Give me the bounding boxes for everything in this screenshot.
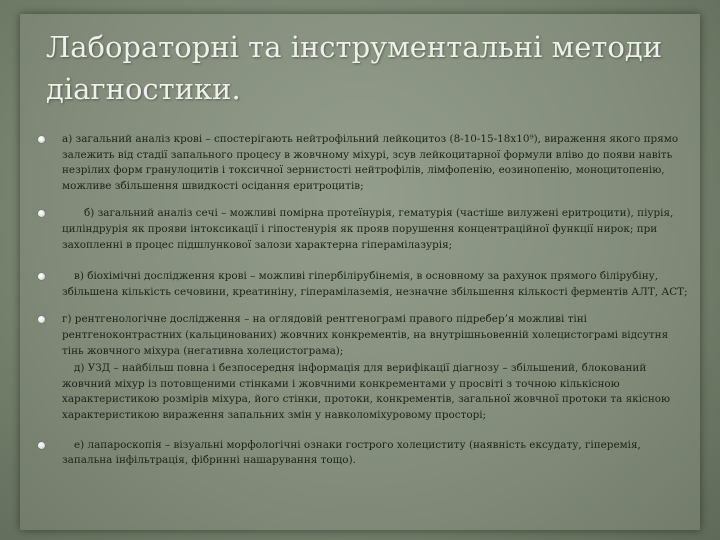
- bullet-list: [32, 132, 692, 469]
- bullet-dot-icon: [38, 442, 45, 449]
- item-text: в) біохімічні дослідження крові – можливі гіпербілірубінемія, в основному за рахунок прямого білірубіну, збільшена кількість сечовини, креатиніну, гіперамілаземія, незначне збільшення кількості ферментів АЛТ, АСТ;: [62, 270, 688, 298]
- list-item: [32, 438, 692, 469]
- list-item: [32, 206, 692, 253]
- item-text: а) загальний аналіз крові – спостерігають нейтрофільний лейкоцитоз (8-10-15-18х10⁹), вираження якого прямо залежить від стадії запального процесу в жовчному міхурі, зсув лейкоцитарної формули вліво до появи навіть незрілих форм гранулоцитів і токсичної зернистості нейтрофілів, лімфопенію, еозинопенію, моноцитопенію, можливе збільшення швидкості осідання еритроцитів;: [62, 133, 679, 192]
- item-text: б) загальний аналіз сечі – можливі помірна протеїнурія, гематурія (частіше вилужені еритроцити), піурія, циліндрурія як прояви інтоксикації і гіпостенурія як прояв порушення концентраційної функції нирок; при захопленні в процес підшлункової залози характерна гіперамілазурія;: [62, 207, 674, 251]
- bullet-dot-icon: [38, 273, 45, 280]
- slide-title: Лабораторні та інструментальні методи діагностики.: [46, 30, 663, 106]
- bullet-dot-icon: [38, 136, 45, 143]
- bullet-dot-icon: [38, 210, 45, 217]
- list-item: [32, 312, 692, 423]
- item-text: д) УЗД – найбільш повна і безпосередня інформація для верифікації діагнозу – збільшений, блокований жовчний міхур із потовщеними стінками і жовчними конкрементами у просвіті з точною кількісною характеристикою розмірів міхура, його стінки, протоки, конкрементів, загальної жовчної протоки та якісною характеристикою вираження запальних змін у навколоміхуровому просторі;: [62, 362, 671, 421]
- content-panel: [20, 14, 700, 530]
- bullet-dot-icon: [38, 316, 45, 323]
- list-item: [32, 132, 692, 194]
- item-text: е) лапароскопія – візуальні морфологічні ознаки гострого холециститу (наявність ексудату, гіперемія, запальна інфільтрація, фібринні нашарування тощо).: [62, 438, 641, 467]
- list-item: [32, 269, 692, 300]
- item-text: г) рентгенологічне дослідження – на оглядовій рентгенограмі правого підребер’я можливі тіні рентгеноконтрастних (кальцинованих) жовчних конкрементів, на внутрішньовенній холецистограмі відсутня тінь жовчного міхура (негативна холецистограма);: [62, 313, 669, 357]
